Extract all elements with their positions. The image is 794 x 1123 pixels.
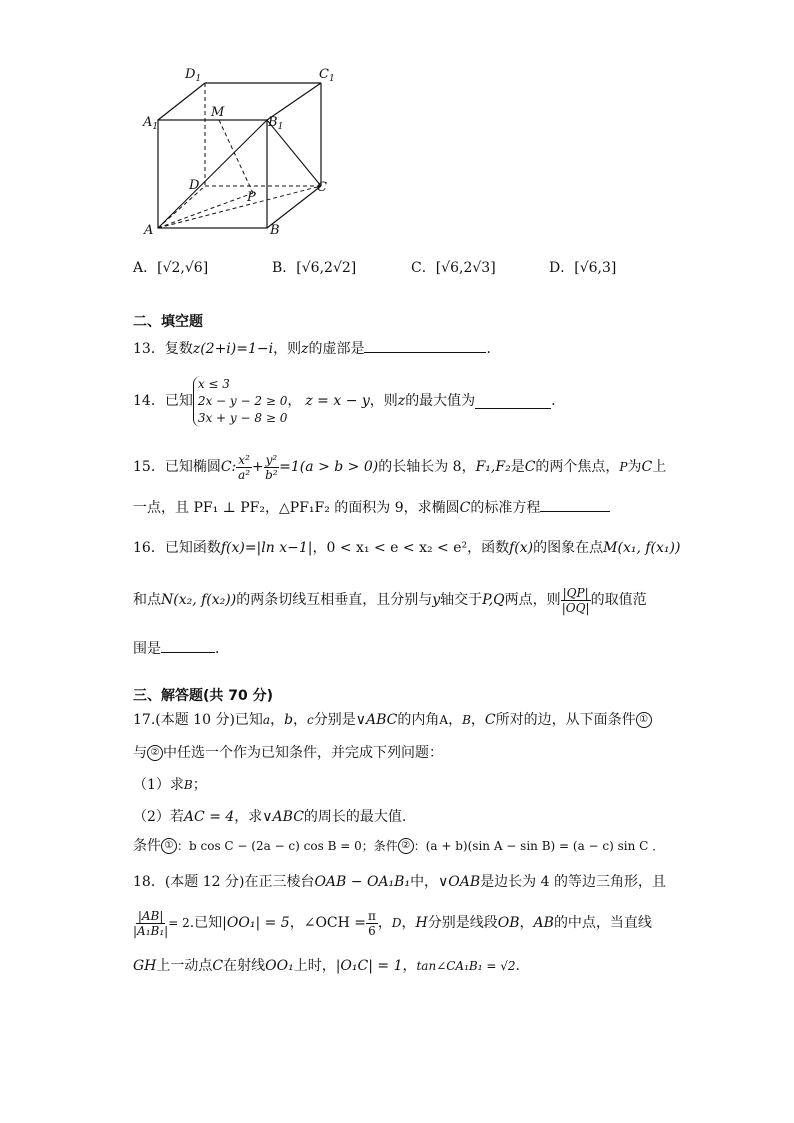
label-a: A xyxy=(144,223,154,238)
label-c1: $C_1$ xyxy=(319,67,335,84)
line-ac xyxy=(158,186,321,228)
answer-blank[interactable] xyxy=(364,338,486,353)
option-c: C．[√6,2√3] xyxy=(411,260,496,276)
answer-blank[interactable] xyxy=(475,394,551,409)
label-p: P xyxy=(247,190,256,205)
section-title-fill-in: 二、填空题 xyxy=(133,314,203,330)
label-m: M xyxy=(211,105,225,120)
label-d: D xyxy=(189,178,200,193)
question-15-line2: 一点，且 PF₁ ⊥ PF₂，△PF₁F₂ 的面积为 9，求椭圆C的标准方程 xyxy=(133,497,610,518)
label-d1: $D_1$ xyxy=(185,67,202,84)
constraint-system: x ≤ 3 2x − y − 2 ≥ 0 3x + y − 8 ≥ 0 xyxy=(193,376,288,427)
question-17-line1: 17.(本题 10 分)已知a，b，c分别是∨ABC的内角A，B，C所对的边，从下面条件 ① xyxy=(133,710,652,730)
question-18-line1: 18．(本题 12 分)在正三棱台OAB − OA₁B₁中，∨OAB是边长为 4 的等边三角形，且 xyxy=(133,874,666,890)
edge-bc xyxy=(267,186,321,228)
question-14: 14．已知 x ≤ 3 2x − y − 2 ≥ 0 3x + y − 8 ≥ 0 ， z = x − y ，则 z 的最大值为 ． xyxy=(133,376,566,425)
question-18-line2: $\frac{|AB|}{\text{|A₁B₁|}}$ = 2 .已知 |OO₁| = 5 ，∠OCH = $\frac{\pi}{6}$ ， D ， H 分别是线段 OB ， AB 的中点，当直线 xyxy=(133,908,652,938)
label-b: B xyxy=(270,223,280,238)
question-16-line3: 围是 ． xyxy=(133,638,229,659)
question-17-conditions: 条件 ① ：b cos C − (2a − c) cos B = 0；条件 ② ：(a + b)(sin A − sin B) = (a − c) sin C ． xyxy=(133,838,665,854)
line-ap xyxy=(158,193,253,228)
question-17-line2: 与 ② 中任选一个作为已知条件，并完成下列问题： xyxy=(133,745,443,761)
cube-figure xyxy=(135,60,345,245)
label-a1: $A_1$ xyxy=(143,115,159,132)
question-13: 13．复数z(2+i)=1−i，则z的虚部是 ． xyxy=(133,338,500,359)
line-ab1 xyxy=(158,120,267,228)
question-18-line3: GH上一动点C在射线OO₁上时，|O₁C| = 1，tan∠CA₁B₁ = √2. xyxy=(133,958,520,974)
question-17-part1: （1）求B； xyxy=(133,777,207,793)
question-16-line1: 16．已知函数f(x)=|ln x−1|，0 < x₁ < e < x₂ < e²，函数f(x)的图象在点M(x₁, f(x₁)) xyxy=(133,540,681,556)
section-title-answer: 三、解答题(共 70 分) xyxy=(133,688,274,704)
option-d: D．[√6,3] xyxy=(549,260,617,276)
edge-a1d1 xyxy=(158,83,205,120)
question-17-part2: （2）若AC = 4，求∨ABC的周长的最大值. xyxy=(133,809,407,825)
label-c: C xyxy=(317,180,327,195)
question-15-line1: 15．已知椭圆 C: $\frac{\text{x²}}{\text{a²}}$ + $\frac{\text{y²}}{\text{b²}}$ =1(a > b > 0) 的长轴长为 8， F₁,F₂ 是 C 的两个焦点， P 为 C 上 xyxy=(133,452,667,482)
option-b: B．[√6,2√2] xyxy=(272,260,357,276)
answer-blank[interactable] xyxy=(161,638,215,653)
line-mp xyxy=(219,120,253,193)
answer-blank[interactable] xyxy=(540,497,610,512)
question-16-line2: 和点 N(x₂, f(x₂)) 的两条切线互相垂直，且分别与 y 轴交于 P,Q 两点，则 $\frac{|QP|}{|OQ|}$ 的取值范 xyxy=(133,585,647,615)
option-a: A．[√2,√6] xyxy=(133,260,209,276)
label-b1: $B_1$ xyxy=(268,115,284,132)
